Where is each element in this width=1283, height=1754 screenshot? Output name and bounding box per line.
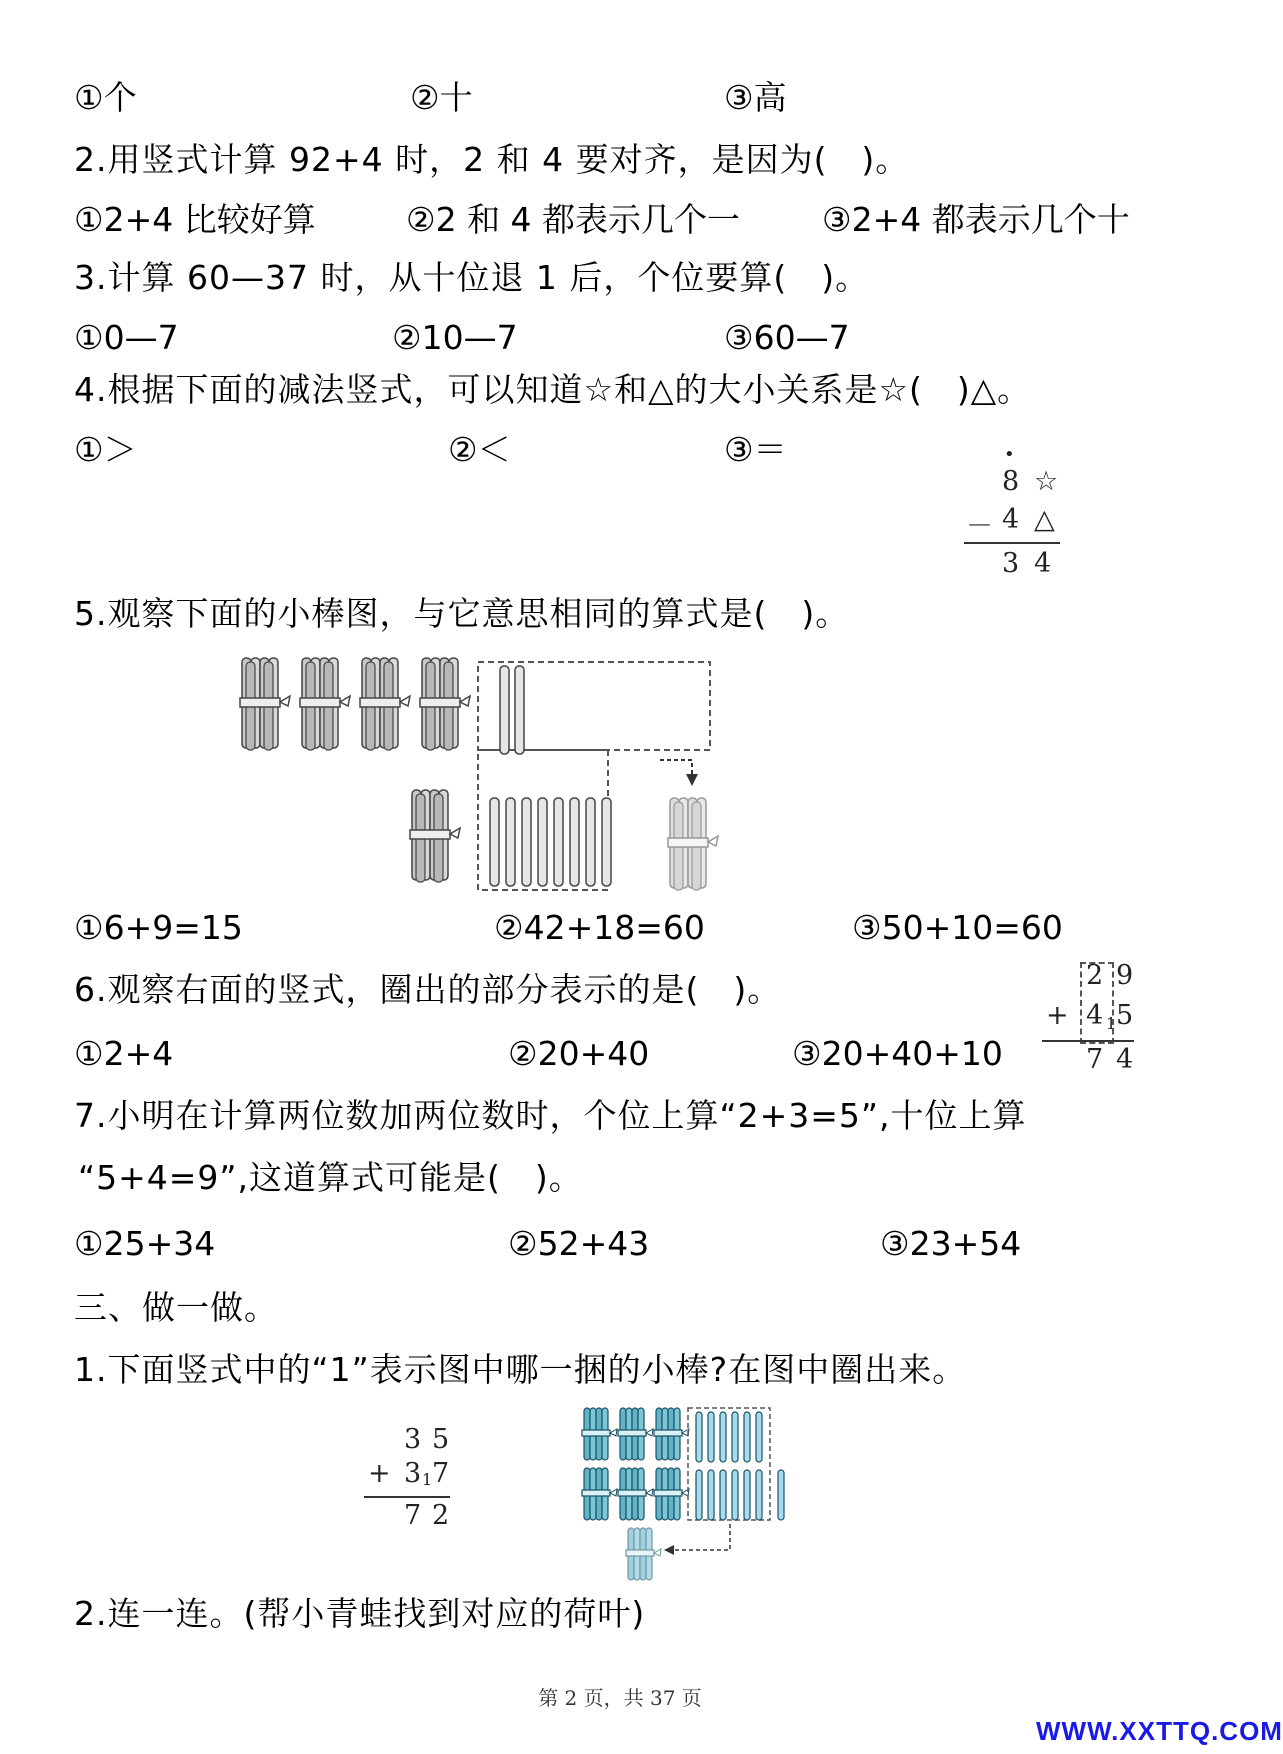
q5-option-2[interactable]: ②42+18=60 (494, 908, 705, 947)
stick-bundle-figure (230, 650, 730, 900)
q3-option-3[interactable]: ③60—7 (724, 318, 850, 357)
vertical-rule (1042, 1040, 1134, 1042)
bundle-of-ten (360, 658, 410, 750)
watermark: WWW.XXTTQ.COM (1036, 1716, 1283, 1746)
digit: 2 (1086, 960, 1104, 991)
q7-option-3[interactable]: ③23+54 (880, 1224, 1022, 1263)
carry-digit: 1 (422, 1470, 433, 1489)
q7-stem-line2: “5+4=9”,这道算式可能是( )。 (78, 1158, 583, 1197)
q2-option-3[interactable]: ③2+4 都表示几个十 (822, 200, 1130, 239)
blue-bundle (618, 1408, 653, 1460)
section3-title: 三、做一做。 (74, 1288, 278, 1327)
dotted-bundle (668, 798, 718, 890)
q1-option-3[interactable]: ③高 (724, 78, 787, 117)
digit: 8 (1002, 466, 1020, 497)
digit: 3 (1002, 548, 1020, 579)
q6-vertical-addition (1040, 960, 1140, 1080)
digit: 4 (1116, 1044, 1134, 1075)
q3-stem: 3.计算 60—37 时，从十位退 1 后，个位要算( )。 (74, 258, 870, 297)
q2-option-2[interactable]: ②2 和 4 都表示几个一 (406, 200, 741, 239)
vertical-rule (364, 1496, 450, 1498)
q7-option-2[interactable]: ②52+43 (508, 1224, 650, 1263)
single-blue-sticks (696, 1412, 784, 1520)
q4-option-1[interactable]: ①＞ (74, 430, 137, 469)
blue-bundle (654, 1408, 689, 1460)
minus-sign: － (966, 511, 993, 542)
blue-bundle (582, 1468, 617, 1520)
star-symbol: ☆ (1034, 466, 1059, 497)
digit: 5 (432, 1424, 450, 1455)
blue-stick-figure (580, 1404, 810, 1584)
section3-p2-stem: 2.连一连。(帮小青蛙找到对应的荷叶) (74, 1594, 646, 1633)
q4-vertical-subtraction (960, 444, 1070, 582)
dotted-blue-bundle (626, 1528, 661, 1580)
q5-option-3[interactable]: ③50+10=60 (852, 908, 1063, 947)
q2-stem: 2.用竖式计算 92+4 时，2 和 4 要对齐，是因为( )。 (74, 140, 910, 179)
q3-option-1[interactable]: ①0—7 (74, 318, 179, 357)
vertical-rule (964, 542, 1060, 544)
digit: 5 (1116, 1000, 1134, 1031)
digit: 3 (404, 1458, 422, 1489)
blue-bundle (618, 1468, 653, 1520)
bundle-of-ten (300, 658, 350, 750)
section3-p1-stem: 1.下面竖式中的“1”表示图中哪一捆的小棒?在图中圈出来。 (74, 1350, 967, 1389)
q6-option-1[interactable]: ①2+4 (74, 1034, 174, 1073)
digit: 7 (432, 1458, 450, 1489)
s3-vertical-addition (364, 1424, 464, 1544)
digit: 3 (404, 1424, 422, 1455)
bundle-of-ten (420, 658, 470, 750)
digit: 7 (404, 1500, 422, 1531)
digit: 2 (432, 1500, 450, 1531)
q6-option-2[interactable]: ②20+40 (508, 1034, 650, 1073)
q7-stem-line1: 7.小明在计算两位数加两位数时，个位上算“2+3=5”,十位上算 (74, 1096, 1027, 1135)
digit: 4 (1002, 504, 1020, 535)
q3-option-2[interactable]: ②10—7 (392, 318, 518, 357)
q6-option-3[interactable]: ③20+40+10 (792, 1034, 1003, 1073)
q5-option-1[interactable]: ①6+9=15 (74, 908, 243, 947)
borrow-dot: • (1004, 444, 1015, 465)
q4-option-2[interactable]: ②＜ (448, 430, 511, 469)
digit: 7 (1086, 1044, 1104, 1075)
blue-bundle (654, 1468, 689, 1520)
q7-option-1[interactable]: ①25+34 (74, 1224, 216, 1263)
bundle-of-ten (240, 658, 290, 750)
plus-sign: + (1046, 1000, 1069, 1031)
q5-stem: 5.观察下面的小棒图，与它意思相同的算式是( )。 (74, 594, 850, 633)
triangle-symbol: △ (1034, 504, 1055, 535)
q4-stem: 4.根据下面的减法竖式，可以知道☆和△的大小关系是☆( )△。 (74, 370, 1032, 409)
dashed-group-box (478, 662, 710, 750)
plus-sign: + (368, 1458, 391, 1489)
page-footer: 第 2 页，共 37 页 (538, 1686, 702, 1710)
q2-option-1[interactable]: ①2+4 比较好算 (74, 200, 316, 239)
q1-option-1[interactable]: ①个 (74, 78, 137, 117)
q6-stem: 6.观察右面的竖式，圈出的部分表示的是( )。 (74, 970, 782, 1009)
carry-digit: 1 (1106, 1014, 1117, 1033)
dashed-arrow (670, 1524, 730, 1550)
single-sticks (490, 666, 611, 886)
digit: 4 (1086, 1000, 1104, 1031)
bundle-of-ten (410, 790, 460, 882)
blue-bundle (582, 1408, 617, 1460)
q4-option-3[interactable]: ③＝ (724, 430, 787, 469)
digit: 4 (1034, 548, 1052, 579)
digit: 9 (1116, 960, 1134, 991)
q1-option-2[interactable]: ②十 (410, 78, 473, 117)
